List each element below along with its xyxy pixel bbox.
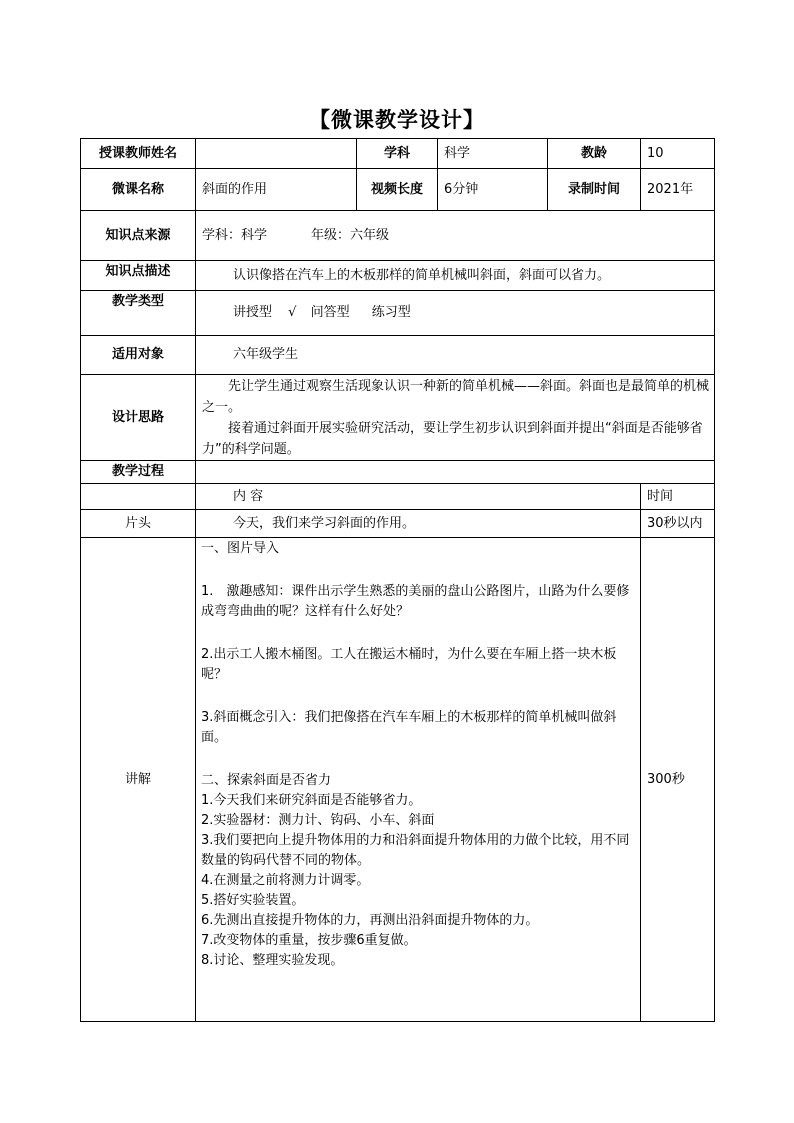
type-value	[196, 291, 715, 336]
lesson-design-table	[80, 138, 715, 1022]
design-paragraph-2: 接着通过斜面开展实验研究活动，要让学生初步认识到斜面并提出“斜面是否能够省力”的科学问题。	[202, 420, 703, 457]
design-value	[196, 375, 715, 461]
source-value	[196, 211, 715, 261]
type-check-mark: √	[288, 305, 297, 320]
recording-label: 录制时间	[548, 169, 641, 211]
lecture-label: 讲解	[81, 538, 196, 1022]
audience-label: 适用对象	[81, 336, 196, 375]
lecture-time: 300秒	[641, 538, 715, 1022]
source-label: 知识点来源	[81, 211, 196, 261]
experiment-step: 2.实验器材：测力计、钩码、小车、斜面	[201, 813, 435, 828]
lecture-row	[81, 538, 715, 1022]
subject-label: 学科	[357, 139, 438, 169]
process-heading-blank	[196, 461, 715, 484]
subject-value: 科学	[438, 139, 548, 169]
experiment-step: 3.我们要把向上提升物体用的力和沿斜面提升物体用的力做个比较，用不同数量的钩码代替不同的物体。	[201, 833, 630, 868]
audience-row	[81, 336, 715, 375]
teacher-value	[196, 139, 357, 169]
course-label: 微课名称	[81, 169, 196, 211]
years-value: 10	[641, 139, 715, 169]
header-row-2	[81, 169, 715, 211]
design-paragraph-1: 先让学生通过观察生活现象认识一种新的简单机械——斜面。斜面也是最简单的机械之一。	[202, 378, 710, 415]
experiment-step: 4.在测量之前将测力计调零。	[201, 873, 370, 888]
description-label: 知识点描述	[81, 261, 196, 291]
experiment-step: 7.改变物体的重量，按步骤6重复做。	[201, 933, 417, 948]
intro-item-1: 1. 激趣感知：课件出示学生熟悉的美丽的盘山公路图片，山路为什么要修成弯弯曲曲的呢？这样有什么好处？	[201, 584, 630, 619]
length-value: 6分钟	[438, 169, 548, 211]
section-1-title: 一、图片导入	[201, 541, 280, 556]
process-heading-row	[81, 461, 715, 484]
recording-value: 2021年	[641, 169, 715, 211]
content-header: 内 容	[196, 484, 641, 510]
design-row	[81, 375, 715, 461]
source-row	[81, 211, 715, 261]
opening-time: 30秒以内	[641, 510, 715, 538]
description-value: 认识像搭在汽车上的木板那样的简单机械叫斜面，斜面可以省力。	[196, 261, 715, 291]
type-row	[81, 291, 715, 336]
experiment-step: 5.搭好实验装置。	[201, 893, 305, 908]
description-row	[81, 261, 715, 291]
source-grade: 年级：六年级	[311, 227, 390, 243]
type-lecture: 讲授型	[233, 305, 273, 320]
teacher-label: 授课教师姓名	[81, 139, 196, 169]
experiment-step: 1.今天我们来研究斜面是否能够省力。	[201, 793, 422, 808]
course-value: 斜面的作用	[196, 169, 357, 211]
type-label: 教学类型	[81, 291, 196, 336]
type-qa: 问答型	[310, 305, 350, 320]
design-label: 设计思路	[81, 375, 196, 461]
lecture-content	[196, 538, 641, 1022]
process-columns-row	[81, 484, 715, 510]
process-phase-header	[81, 484, 196, 510]
opening-text: 今天，我们来学习斜面的作用。	[196, 510, 641, 538]
process-label: 教学过程	[81, 461, 196, 484]
experiment-step: 8.讨论、整理实验发现。	[201, 953, 344, 968]
intro-item-2: 2.出示工人搬木桶图。工人在搬运木桶时，为什么要在车厢上搭一块木板呢？	[201, 647, 617, 682]
length-label: 视频长度	[357, 169, 438, 211]
opening-row	[81, 510, 715, 538]
source-subject: 学科：科学	[202, 227, 268, 243]
audience-value: 六年级学生	[196, 336, 715, 375]
section-2-title: 二、探索斜面是否省力	[201, 773, 332, 788]
time-header: 时间	[641, 484, 715, 510]
opening-label: 片头	[81, 510, 196, 538]
page-title: 【微课教学设计】	[309, 108, 485, 132]
header-row-1	[81, 139, 715, 169]
years-label: 教龄	[548, 139, 641, 169]
experiment-step: 6.先测出直接提升物体的力，再测出沿斜面提升物体的力。	[201, 913, 539, 928]
type-practice: 练习型	[371, 305, 411, 320]
intro-item-3: 3.斜面概念引入：我们把像搭在汽车车厢上的木板那样的简单机械叫做斜面。	[201, 710, 617, 745]
